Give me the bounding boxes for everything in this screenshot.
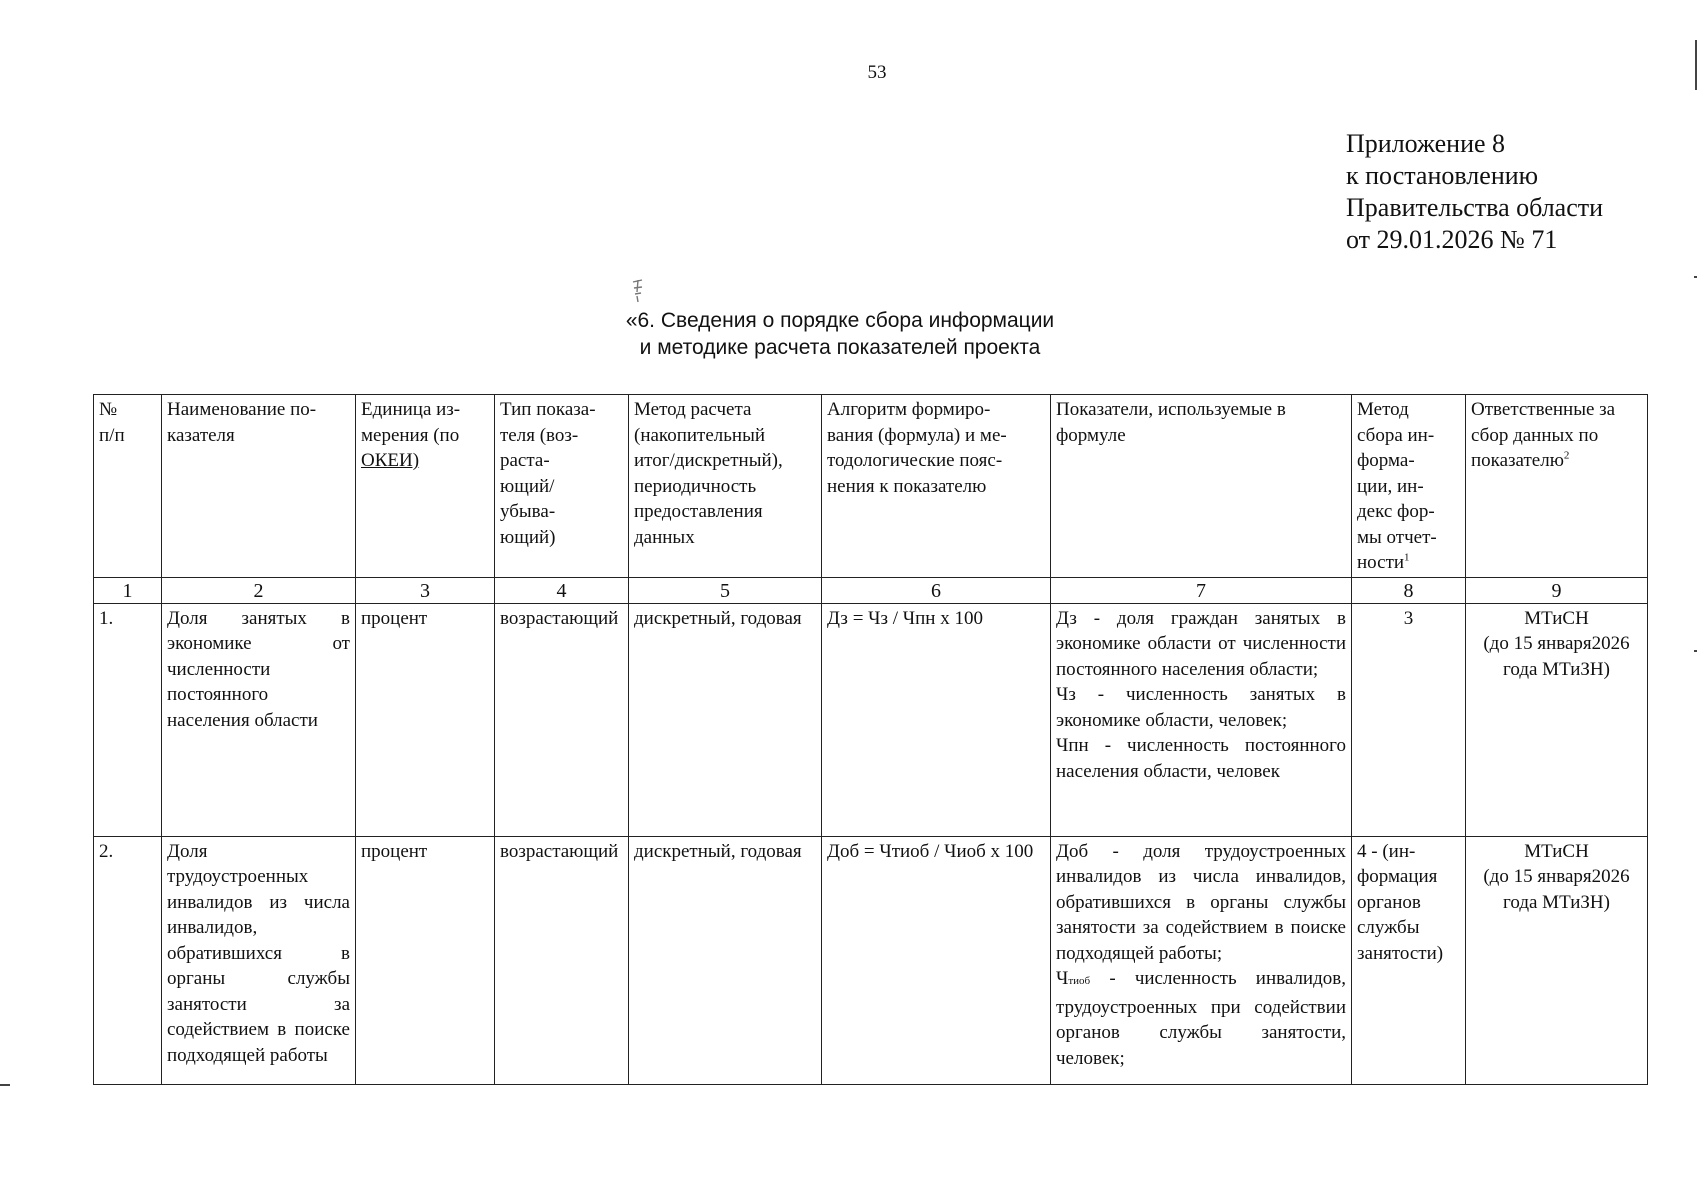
margin-mark-left [0,1084,10,1086]
row-indicator-name: Доля занятых в экономике от численности постоянного населения области [162,603,356,836]
row-number: 1. [94,603,162,836]
row-formula-indicators [1051,836,1352,1084]
column-number: 1 [94,577,162,603]
title-line-2: и методике расчета показателей проекта [639,336,1041,359]
header-collection-text: Метод сбора ин- форма- ции, ин- декс фор- мы отчет- ности [1357,399,1437,573]
row-formula: Дз = Чз / Чпн х 100 [822,603,1051,836]
header-indicator-type: Тип показа- теля (воз- раста- ющий/ убыва- ющий) [495,395,629,578]
indicator-symbol: Ч [1056,968,1069,989]
column-number: 2 [162,577,356,603]
column-number: 8 [1352,577,1466,603]
indicator-subscript: тиоб [1068,975,1091,987]
row-method: дискретный, годовая [629,603,822,836]
indicator-description: - численность инвалидов, трудоустроенных при содействии органов службы занятости, человек; [1056,968,1346,1069]
column-number: 3 [356,577,495,603]
table-header-row [94,395,1648,578]
row-unit: процент [356,836,495,1084]
title-line-1: «6. Сведения о порядке сбора информации [625,309,1055,332]
header-responsible-text: Ответственные за сбор данных по показателю [1471,399,1616,471]
indicator-definition: Доб - доля трудоустроенных инвалидов из числа инвалидов, обратившихся в органы службы занятости за содействием в поиске подходящей работы; [1056,840,1346,964]
header-unit-text: Единица из- мерения (по [361,399,461,446]
row-method: дискретный, годовая [629,836,822,1084]
row-type: возрастающий [495,836,629,1084]
row-responsible: МТиСН (до 15 января2026 года МТиЗН) [1466,603,1648,836]
appendix-line-2: к постановлению [1346,161,1539,190]
row-formula-indicators [1051,603,1352,836]
table-row [94,603,1648,836]
row-indicator-name: Доля трудоустроенных инвалидов из числа инвалидов, обратившихся в органы службы занятости за содействием в поиске подходящей работы [162,836,356,1084]
document-title [540,307,1140,361]
header-formula-indicators: Показатели, используемые в формуле [1051,395,1352,578]
appendix-block [1346,128,1603,256]
appendix-line-3: Правительства области [1346,193,1604,222]
column-number: 4 [495,577,629,603]
indicator-definition: Дз - доля граждан занятых в экономике области от численности постоянного населения области; [1056,607,1346,680]
table-row [94,836,1648,1084]
header-formula-algorithm: Алгоритм формиро- вания (формула) и ме- тодологические пояс- нения к показателю [822,395,1051,578]
page-number: 53 [867,62,887,83]
indicators-table [93,394,1648,1085]
header-collection-method [1352,395,1466,578]
row-number: 2. [94,836,162,1084]
indicator-definition: Чпн - численность постоянного населения области, человек [1056,735,1346,782]
column-number: 6 [822,577,1051,603]
column-number: 7 [1051,577,1352,603]
header-indicator-name: Наименование по- казателя [162,395,356,578]
row-collection-method: 3 [1352,603,1466,836]
row-type: возрастающий [495,603,629,836]
column-number: 9 [1466,577,1648,603]
footnote-ref-1: 1 [1404,551,1410,564]
appendix-line-4: от 29.01.2026 № 71 [1346,225,1558,254]
column-number-row [94,577,1648,603]
scan-smudge-mark [630,278,646,304]
indicator-definition [1056,966,1346,1071]
okei-link[interactable]: ОКЕИ) [361,450,420,471]
column-number: 5 [629,577,822,603]
header-unit [356,395,495,578]
row-responsible: МТиСН (до 15 января2026 года МТиЗН) [1466,836,1648,1084]
header-calculation-method: Метод расчета (накопительный итог/дискретный), периодичность предоставления данных [629,395,822,578]
appendix-line-1: Приложение 8 [1346,129,1506,158]
header-number: № п/п [94,395,162,578]
footnote-ref-2: 2 [1563,449,1570,462]
row-formula: Доб = Чтиоб / Чиоб х 100 [822,836,1051,1084]
header-responsible [1466,395,1648,578]
row-unit: процент [356,603,495,836]
indicator-definition: Чз - численность занятых в экономике области, человек; [1056,684,1346,731]
margin-mark-right-edge [1695,40,1697,90]
row-collection-method: 4 - (ин- формация органов службы занятости) [1352,836,1466,1084]
